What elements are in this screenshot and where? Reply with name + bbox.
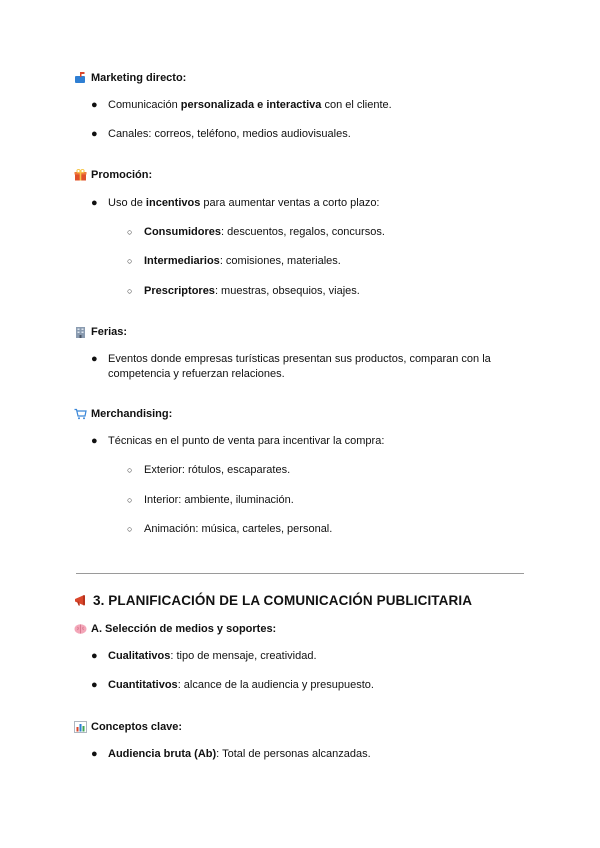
bar-chart-icon — [74, 721, 87, 733]
marketing-directo-title: Marketing directo: — [91, 72, 187, 84]
gift-icon — [74, 169, 87, 181]
list-item: ● Técnicas en el punto de venta para incentivar la compra: — [91, 435, 385, 447]
mailbox-icon — [74, 72, 87, 84]
merchandising-title: Merchandising: — [91, 408, 173, 420]
sub-list-item: ○ Prescriptores: muestras, obsequios, viajes. — [127, 285, 360, 297]
list-item: ● Uso de incentivos para aumentar ventas a corto plazo: — [91, 197, 380, 209]
sub-list-item: ○ Exterior: rótulos, escaparates. — [127, 464, 291, 476]
megaphone-icon — [74, 594, 89, 607]
list-item: ● Audiencia bruta (Ab): Total de personas alcanzadas. — [91, 748, 371, 760]
sub-list-item: ○ Intermediarios: comisiones, materiales. — [127, 255, 341, 267]
brain-icon — [74, 623, 87, 635]
sub-list-item: ○ Consumidores: descuentos, regalos, concursos. — [127, 226, 385, 238]
merchandising-heading — [74, 408, 172, 420]
ferias-heading — [74, 326, 127, 338]
promocion-heading — [74, 169, 152, 181]
ferias-title: Ferias: — [91, 326, 128, 338]
conceptos-clave-heading: Conceptos clave: — [74, 721, 182, 733]
list-item: ● Eventos donde empresas turísticas presentan sus productos, comparan con la competencia y refuerzan relaciones. — [91, 353, 491, 380]
list-item: ● Cualitativos: tipo de mensaje, creatividad. — [91, 650, 317, 662]
list-item: ● Canales: correos, teléfono, medios audiovisuales. — [91, 128, 351, 140]
sub-list-item: ○ Interior: ambiente, iluminación. — [127, 494, 294, 506]
office-building-icon — [74, 326, 87, 338]
seleccion-medios-heading: A. Selección de medios y soportes: — [74, 623, 276, 635]
promocion-title: Promoción: — [91, 169, 153, 181]
marketing-directo-heading — [74, 72, 186, 84]
list-item: ● Comunicación personalizada e interactiva con el cliente. — [91, 99, 392, 111]
section-3-title: 3. PLANIFICACIÓN DE LA COMUNICACIÓN PUBLICITARIA — [74, 593, 472, 608]
horizontal-rule — [76, 573, 524, 574]
shopping-cart-icon — [74, 408, 87, 420]
list-item: ● Cuantitativos: alcance de la audiencia y presupuesto. — [91, 679, 374, 691]
sub-list-item: ○ Animación: música, carteles, personal. — [127, 523, 333, 535]
